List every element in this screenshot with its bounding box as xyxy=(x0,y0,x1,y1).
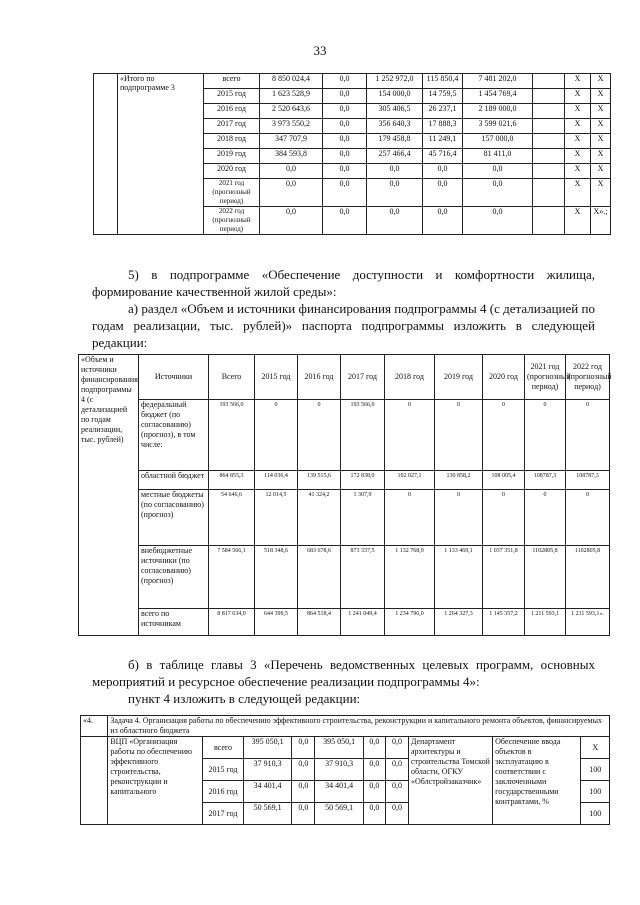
value-cell: 0,0 xyxy=(292,759,315,781)
value-cell xyxy=(533,119,565,134)
value-cell: 0,0 xyxy=(463,179,533,207)
column-header: Источники xyxy=(139,355,209,400)
value-cell: 1 132 768,9 xyxy=(385,546,435,609)
value-cell: 1 211 593,1». xyxy=(566,609,610,636)
year-cell: 2018 год xyxy=(204,134,260,149)
value-cell: Х xyxy=(565,207,591,235)
table-row xyxy=(79,609,610,636)
value-cell: 1 211 593,1 xyxy=(525,609,566,636)
task-4-table xyxy=(80,715,610,825)
column-header: 2019 год xyxy=(435,355,483,400)
value-cell: Х xyxy=(565,74,591,89)
value-cell: Х xyxy=(591,104,611,119)
value-cell: 2 189 000,0 xyxy=(463,104,533,119)
value-cell: 172 838,0 xyxy=(341,471,385,490)
value-cell: 2 520 643,6 xyxy=(260,104,323,119)
value-cell: 130 858,2 xyxy=(435,471,483,490)
value-cell: 0 xyxy=(385,400,435,471)
column-header: 2015 год xyxy=(255,355,298,400)
value-cell: 864 518,4 xyxy=(298,609,341,636)
value-cell: 0 xyxy=(298,400,341,471)
value-cell: 0,0 xyxy=(260,207,323,235)
value-cell: 26 237,1 xyxy=(423,104,463,119)
value-cell: 0,0 xyxy=(385,803,408,825)
value-cell: Х xyxy=(565,149,591,164)
value-cell xyxy=(533,207,565,235)
value-cell: Х xyxy=(565,134,591,149)
indicator-cell: Обеспечение ввода объектов в эксплуатацию в соответствии с заключенными государственными контрактами, % xyxy=(493,737,581,825)
value-cell: 0,0 xyxy=(323,164,367,179)
value-cell: 1 252 972,0 xyxy=(367,74,423,89)
value-cell: 0 xyxy=(435,490,483,546)
value-cell: 0,0 xyxy=(363,759,385,781)
value-cell: 0,0 xyxy=(260,179,323,207)
paragraph-item-a: а) раздел «Объем и источники финансирования подпрограммы 4 (с детализацией по годам реализации, тыс. рублей)» паспорта подпрограммы изложить в следующей редакции: xyxy=(92,301,595,350)
table-cell xyxy=(94,74,118,235)
year-cell: всего xyxy=(204,74,260,89)
value-cell: 0,0 xyxy=(385,781,408,803)
value-cell xyxy=(533,179,565,207)
value-cell: 14 759,5 xyxy=(423,89,463,104)
value-cell: Х xyxy=(591,89,611,104)
value-cell: 0,0 xyxy=(363,803,385,825)
value-cell: 0,0 xyxy=(323,149,367,164)
value-cell: 347 707,9 xyxy=(260,134,323,149)
value-cell: 0 xyxy=(566,490,610,546)
value-cell: 395 050,1 xyxy=(315,737,363,759)
source-cell: областной бюджет xyxy=(139,471,209,490)
value-cell: 0,0 xyxy=(292,803,315,825)
value-cell: 8 817 634,0 xyxy=(209,609,255,636)
value-cell: 0,0 xyxy=(323,74,367,89)
executor-cell: Департамент архитектуры и строительства Томской области, ОГКУ «Облстройзаказчик» xyxy=(409,737,493,825)
value-cell: Х xyxy=(591,149,611,164)
column-header: 2017 год xyxy=(341,355,385,400)
value-cell: 0 xyxy=(525,400,566,471)
paragraph-item-b: б) в таблице главы 3 «Перечень ведомственных целевых программ, основных мероприятий и ресурсное обеспечение реализации подпрограммы 4»: xyxy=(92,657,595,689)
paragraph-item-5: 5) в подпрограмме «Обеспечение доступности и комфортности жилища, формирование качественной жилой среды»: xyxy=(92,267,595,299)
table-row xyxy=(79,546,610,609)
value-cell: 45 716,4 xyxy=(423,149,463,164)
value-cell: 0,0 xyxy=(385,737,408,759)
value-cell: 0 xyxy=(525,490,566,546)
value-cell: 37 910,3 xyxy=(243,759,291,781)
value-cell: 0,0 xyxy=(323,119,367,134)
value-cell: 3 973 550,2 xyxy=(260,119,323,134)
value-cell: 1 241 049,4 xyxy=(341,609,385,636)
value-cell: 1 307,9 xyxy=(341,490,385,546)
year-cell: 2017 год xyxy=(204,119,260,134)
value-cell: 34 401,4 xyxy=(243,781,291,803)
column-header: 2022 год (прогнозный период) xyxy=(566,355,610,400)
value-cell: 1 133 469,1 xyxy=(435,546,483,609)
value-cell: 3 599 021,6 xyxy=(463,119,533,134)
value-cell: 1 145 357,2 xyxy=(483,609,525,636)
value-cell: 154 000,0 xyxy=(367,89,423,104)
value-cell: 11 249,1 xyxy=(423,134,463,149)
value-cell: 1 037 351,8 xyxy=(483,546,525,609)
value-cell: Х xyxy=(565,179,591,207)
value-cell xyxy=(533,164,565,179)
value-cell: Х».; xyxy=(591,207,611,235)
value-cell: 179 458,8 xyxy=(367,134,423,149)
value-cell: 0 xyxy=(483,400,525,471)
table-row xyxy=(94,74,611,89)
task-row xyxy=(81,716,610,737)
value-cell: Х xyxy=(565,89,591,104)
item-number: «4. xyxy=(81,716,108,737)
value-cell: 37 910,3 xyxy=(315,759,363,781)
value-cell: 0,0 xyxy=(463,164,533,179)
value-cell: 0,0 xyxy=(363,737,385,759)
value-cell: 0,0 xyxy=(423,179,463,207)
value-cell: 50 569,1 xyxy=(243,803,291,825)
task-title: Задача 4. Организация работы по обеспечению эффективного строительства, реконструкции и капитального ремонта объектов, финансируемых из областного бюджета xyxy=(108,716,610,737)
value-cell: 115 850,4 xyxy=(423,74,463,89)
value-cell: 0 xyxy=(255,400,298,471)
column-header: 2020 год xyxy=(483,355,525,400)
value-cell: Х xyxy=(565,119,591,134)
value-cell: Х xyxy=(591,119,611,134)
financing-table xyxy=(78,354,610,636)
value-cell: 864 855,3 xyxy=(209,471,255,490)
value-cell: 0 xyxy=(566,400,610,471)
source-cell: местные бюджеты (по согласованию) (прогноз) xyxy=(139,490,209,546)
value-cell: 0,0 xyxy=(363,781,385,803)
value-cell: 0 xyxy=(385,490,435,546)
table-row xyxy=(79,471,610,490)
value-cell: 193 566,0 xyxy=(209,400,255,471)
value-cell xyxy=(533,89,565,104)
value-cell: 139 515,6 xyxy=(298,471,341,490)
value-cell: 0,0 xyxy=(323,89,367,104)
column-header: 2016 год xyxy=(298,355,341,400)
source-cell: федеральный бюджет (по согласованию) (прогноз), в том числе: xyxy=(139,400,209,471)
value-cell: Х xyxy=(565,164,591,179)
value-cell: 1 623 528,9 xyxy=(260,89,323,104)
value-cell: 0 xyxy=(483,490,525,546)
value-cell: 157 000,0 xyxy=(463,134,533,149)
value-cell: Х xyxy=(565,104,591,119)
value-cell: 114 036,4 xyxy=(255,471,298,490)
value-cell: 102 027,1 xyxy=(385,471,435,490)
value-cell: 108787,3 xyxy=(525,471,566,490)
value-cell: 0,0 xyxy=(292,737,315,759)
value-cell: 0,0 xyxy=(423,164,463,179)
financing-label: «Объем и источники финансирования подпрограммы 4 (с детализацией по годам реализации, тыс. рублей) xyxy=(79,355,139,636)
value-cell: 683 678,6 xyxy=(298,546,341,609)
indicator-value: 100 xyxy=(581,803,610,825)
value-cell xyxy=(533,104,565,119)
value-cell: 0,0 xyxy=(367,164,423,179)
year-cell: всего xyxy=(202,737,243,759)
value-cell: 12 014,5 xyxy=(255,490,298,546)
column-header: 2018 год xyxy=(385,355,435,400)
value-cell: 7 481 202,0 xyxy=(463,74,533,89)
value-cell: Х xyxy=(591,164,611,179)
column-header: Всего xyxy=(209,355,255,400)
subprogram-label: «Итого по подпрограмме 3 xyxy=(118,74,204,235)
value-cell: 0,0 xyxy=(463,207,533,235)
year-cell: 2020 год xyxy=(204,164,260,179)
value-cell: 1 234 796,0 xyxy=(385,609,435,636)
value-cell: 34 401,4 xyxy=(315,781,363,803)
table-cell xyxy=(81,737,108,825)
value-cell: 81 411,0 xyxy=(463,149,533,164)
page-number: 33 xyxy=(313,43,327,58)
value-cell: 54 646,6 xyxy=(209,490,255,546)
program-name: ВЦП «Организация работы по обеспечению эффективного строительства, реконструкции и капитального xyxy=(108,737,203,825)
source-cell: внебюджетные источники (по согласованию) (прогноз) xyxy=(139,546,209,609)
year-cell: 2022 год (прогнозный период) xyxy=(204,207,260,235)
source-cell: всего по источникам xyxy=(139,609,209,636)
value-cell: 0,0 xyxy=(323,134,367,149)
value-cell: Х xyxy=(591,134,611,149)
value-cell: 384 593,8 xyxy=(260,149,323,164)
value-cell: 1 454 769,4 xyxy=(463,89,533,104)
value-cell: 0,0 xyxy=(323,207,367,235)
value-cell: 0,0 xyxy=(323,104,367,119)
value-cell: 17 888,3 xyxy=(423,119,463,134)
value-cell: 0,0 xyxy=(292,781,315,803)
value-cell: 0,0 xyxy=(367,179,423,207)
value-cell: 305 406,5 xyxy=(367,104,423,119)
value-cell: 0,0 xyxy=(423,207,463,235)
indicator-value: 100 xyxy=(581,759,610,781)
value-cell: 108787,3 xyxy=(566,471,610,490)
value-cell: 50 569,1 xyxy=(315,803,363,825)
value-cell: 193 566,0 xyxy=(341,400,385,471)
year-cell: 2019 год xyxy=(204,149,260,164)
value-cell: 873 337,5 xyxy=(341,546,385,609)
year-cell: 2016 год xyxy=(202,781,243,803)
value-cell: 518 348,6 xyxy=(255,546,298,609)
indicator-value: Х xyxy=(581,737,610,759)
value-cell: 8 850 024,4 xyxy=(260,74,323,89)
table-row xyxy=(81,737,610,759)
value-cell xyxy=(533,149,565,164)
value-cell: 108 005,4 xyxy=(483,471,525,490)
value-cell xyxy=(533,134,565,149)
indicator-value: 100 xyxy=(581,781,610,803)
value-cell: Х xyxy=(591,179,611,207)
year-cell: 2015 год xyxy=(202,759,243,781)
value-cell: Х xyxy=(591,74,611,89)
value-cell: 0 xyxy=(435,400,483,471)
value-cell: 0,0 xyxy=(260,164,323,179)
value-cell: 7 584 566,1 xyxy=(209,546,255,609)
table-row xyxy=(79,400,610,471)
subprogram-3-totals-table xyxy=(93,73,611,235)
value-cell: 1102805,8 xyxy=(525,546,566,609)
value-cell: 0,0 xyxy=(323,179,367,207)
value-cell: 0,0 xyxy=(385,759,408,781)
value-cell: 1 264 327,3 xyxy=(435,609,483,636)
table-row xyxy=(79,490,610,546)
paragraph-point-4: пункт 4 изложить в следующей редакции: xyxy=(128,691,361,706)
year-cell: 2016 год xyxy=(204,104,260,119)
value-cell: 0,0 xyxy=(367,207,423,235)
value-cell: 395 050,1 xyxy=(243,737,291,759)
header-row xyxy=(79,355,610,400)
column-header: 2021 год (прогнозный период) xyxy=(525,355,566,400)
year-cell: 2021 год (прогнозный период) xyxy=(204,179,260,207)
value-cell: 1102805,8 xyxy=(566,546,610,609)
value-cell: 356 640,3 xyxy=(367,119,423,134)
value-cell xyxy=(533,74,565,89)
value-cell: 644 399,5 xyxy=(255,609,298,636)
year-cell: 2015 год xyxy=(204,89,260,104)
value-cell: 41 324,2 xyxy=(298,490,341,546)
year-cell: 2017 год xyxy=(202,803,243,825)
value-cell: 257 466,4 xyxy=(367,149,423,164)
